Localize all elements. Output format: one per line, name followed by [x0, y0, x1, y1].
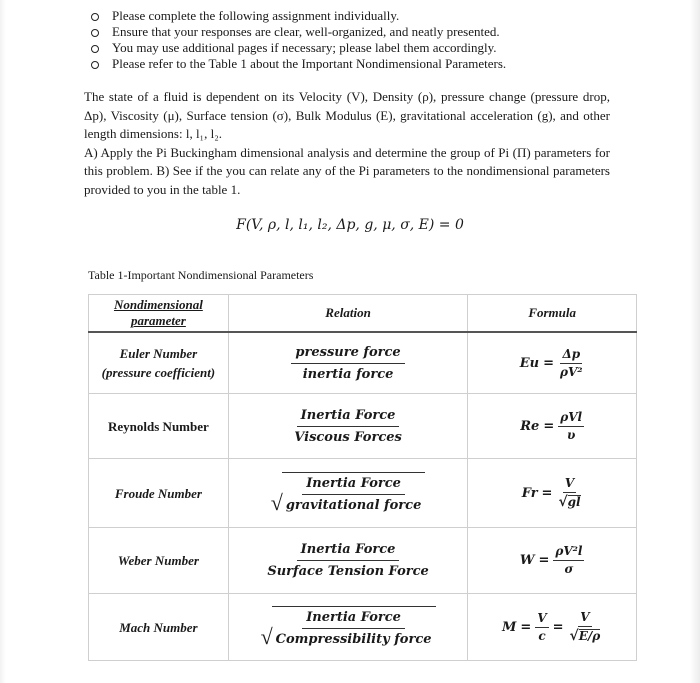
param-name: Weber Number	[89, 528, 229, 594]
square-root-sign: √ $\frac{\text{Inertia Force}}{\text{Compressibility force}}$	[261, 606, 436, 648]
table-header-row	[89, 295, 637, 333]
table-row	[89, 332, 637, 394]
header-formula: Formula	[468, 295, 637, 333]
relation-fraction: $\frac{\text{Inertia Force}}{\text{Surface Tension Force}}$	[267, 542, 429, 579]
bullet-circle-icon	[91, 45, 99, 53]
formula-cell	[468, 394, 637, 459]
bullet-circle-icon	[91, 61, 99, 69]
relation-fraction: $\frac{\text{Inertia Force}}{\text{Viscous Forces}}$	[294, 407, 402, 445]
froude-formula: Fr = V √ gl	[521, 476, 581, 510]
square-root-sign: √ $\frac{\text{Inertia Force}}{\text{gravitational force}}$	[271, 472, 426, 514]
formula-cell	[468, 594, 637, 661]
problem-tasks: A) Apply the Pi Buckingham dimensional analysis and determine the group of Pi (Π) parameters for this problem. B) See if the you can relate any of the Pi parameters to the nondimensional parameters provided to you in the table 1.	[84, 144, 610, 197]
formula-cell	[468, 332, 637, 394]
nondimensional-parameters-table	[88, 294, 637, 661]
relation-cell	[228, 528, 468, 594]
param-name: Euler Number (pressure coefficient)	[89, 332, 229, 394]
relation-cell	[228, 332, 468, 394]
instruction-list	[88, 8, 506, 72]
governing-equation: F(V, ρ, l, l₁, l₂, Δp, g, μ, σ, E) = 0	[236, 217, 464, 233]
relation-cell	[228, 594, 468, 661]
relation-cell	[228, 459, 468, 528]
page-edge-right	[690, 0, 700, 683]
bullet-circle-icon	[91, 13, 99, 21]
euler-formula: Eu = $\frac{\Delta p}{\text{ρV²}}$	[519, 346, 583, 379]
reynolds-formula: Re = $\frac{\text{ρVl}}{\upsilon}$	[520, 409, 583, 442]
formula-cell	[468, 459, 637, 528]
table-caption: Table 1-Important Nondimensional Parameters	[88, 268, 314, 282]
relation-fraction: $\frac{\text{Inertia Force}}{\text{Compressibility force}}$	[275, 610, 432, 647]
param-name: Reynolds Number	[89, 394, 229, 459]
header-relation: Relation	[228, 295, 468, 333]
table-row	[89, 459, 637, 528]
header-parameter: Nondimensional parameter	[89, 295, 229, 333]
relation-fraction: $\frac{\text{pressure force}}{\text{inertia force}}$	[291, 344, 404, 383]
page-edge-left	[0, 0, 6, 683]
list-item: Please refer to the Table 1 about the Important Nondimensional Parameters.	[88, 56, 506, 72]
mach-formula: M = $\frac{V}{c}$ = V √ E/ρ	[502, 610, 601, 644]
problem-description: The state of a fluid is dependent on its Velocity (V), Density (ρ), pressure change (pressure drop, Δp), Viscosity (μ), Surface tension (σ), Bulk Modulus (E), gravitational acceleration (g), and other length dimensions: l, l₁, l₂.	[84, 89, 610, 141]
bullet-circle-icon	[91, 29, 99, 37]
table-row	[89, 528, 637, 594]
relation-fraction: $\frac{\text{Inertia Force}}{\text{gravitational force}}$	[285, 476, 422, 513]
list-item: Please complete the following assignment individually.	[88, 8, 506, 24]
problem-statement	[84, 88, 610, 199]
table-row	[89, 594, 637, 661]
relation-cell	[228, 394, 468, 459]
list-item: Ensure that your responses are clear, well-organized, and neatly presented.	[88, 24, 506, 40]
param-name: Mach Number	[89, 594, 229, 661]
list-item: You may use additional pages if necessary; please label them accordingly.	[88, 40, 506, 56]
param-name: Froude Number	[89, 459, 229, 528]
weber-formula: W = $\frac{\text{ρV²l}}{\sigma}$	[519, 544, 583, 576]
formula-cell	[468, 528, 637, 594]
table-row	[89, 394, 637, 459]
